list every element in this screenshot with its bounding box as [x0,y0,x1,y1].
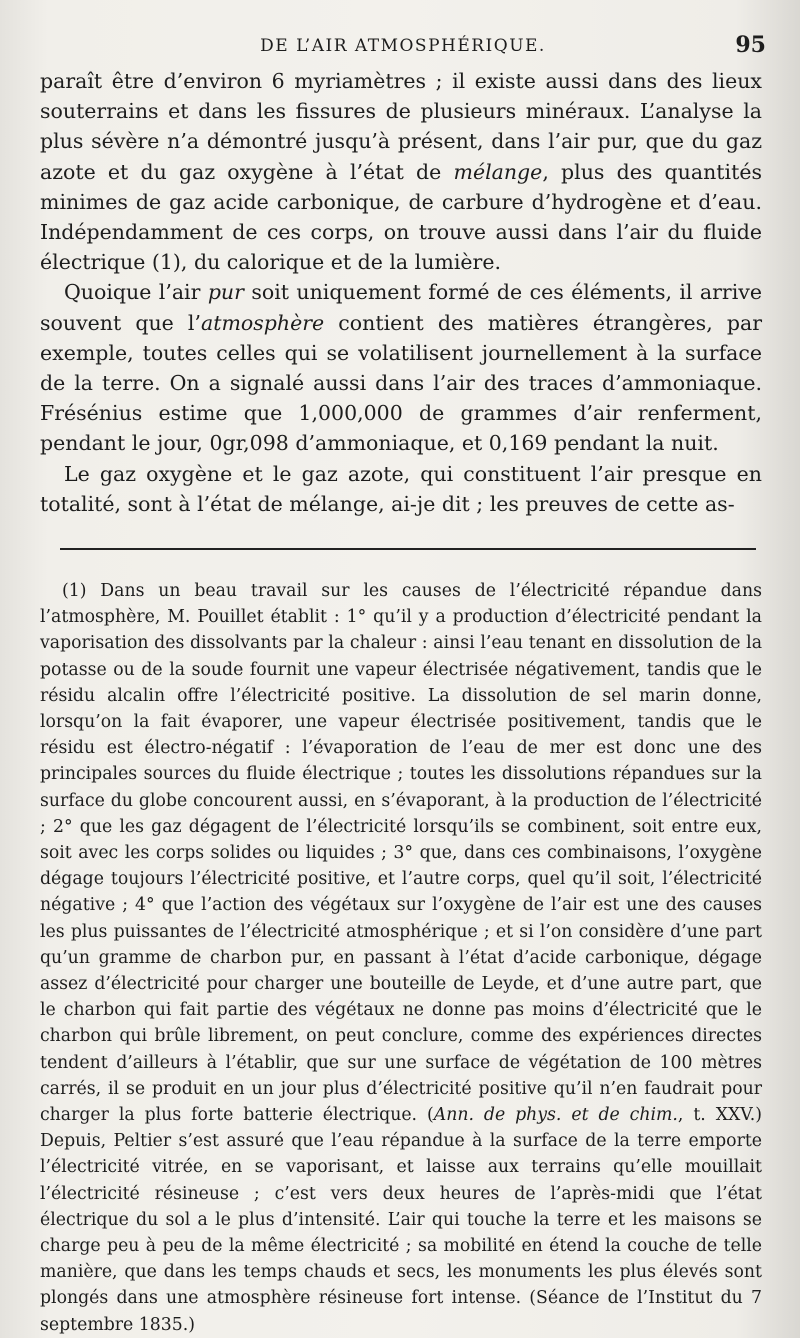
page-number: 95 [735,32,766,58]
paragraph-2-text-b: soit uniquement formé de ces éléments, il arrive souvent que l’ [40,280,762,335]
paragraph-2-italic-atmosphere: atmosphère [201,310,325,335]
footnote [40,578,762,1338]
paragraph-2-text-a: Quoique l’air [64,280,208,305]
paragraph-1-text-a: paraît être d’environ 6 myriamètres ; il existe aussi dans des lieux souterrains et dans les fissures de plusieurs minéraux. L’analyse la plus sévère n’a démontré jusqu’à présent, dans l’air pur, que du gaz azote et du gaz oxygène à l’état de [40,69,762,184]
footnote-text-a: (1) Dans un beau travail sur les causes de l’électricité répandue dans l’atmosphère, M. Pouillet établit : 1° qu’il y a production d’électricité pendant la vaporisation des dissolvants par la chaleur : ainsi l’eau tenant en dissolution de la potasse ou de la soude fournit une vapeur électrisée négativement, tandis que le résidu alcalin offre l’électricité positive. La dissolution de sel marin donne, lorsqu’on la fait évaporer, une vapeur électrisée positivement, tandis que le résidu est électro-négatif : l’évaporation de l’eau de mer est donc une des principales sources du fluide électrique ; toutes les dissolutions répandues sur la surface du globe concourent aussi, en s’évaporant, à la production de l’électricité ; 2° que les gaz dégagent de l’électricité lorsqu’ils se combinent, soit entre eux, soit avec les corps solides ou liquides ; 3° que, dans ces combinaisons, l’oxygène dégage toujours l’électricité positive, et l’autre corps, quel qu’il soit, l’électricité négative ; 4° que l’action des végétaux sur l’oxygène de l’air est une des causes les plus puissantes de l’électricité atmosphérique ; et si l’on considère d’une part qu’un gramme de charbon pur, en passant à l’état d’acide carbonique, dégage assez d’électricité pour charger une bouteille de Leyde, et d’une autre part, que le charbon qui fait partie des végétaux ne donne pas moins d’électricité que le charbon qui brûle librement, on peut conclure, comme des expériences directes tendent d’ailleurs à l’établir, que sur une surface de végétation de 100 mètres carrés, il se produit en un jour plus d’électricité positive qu’il n’en faudrait pour charger la plus forte batterie électrique. ( [40,581,762,1126]
paragraph-1-text-b: , plus des quantités minimes de gaz acide carbonique, de carbure d’hydrogène et d’eau. Indépendamment de ces corps, on trouve aussi dans l’air du fluide électrique (1), du calorique et de la lumière. [40,159,762,275]
running-head: DE L’AIR ATMOSPHÉRIQUE. [260,36,546,56]
footnote-text-b: , t. XXV.) Depuis, Peltier s’est assuré que l’eau répandue à la surface de la terre emporte l’électricité vitrée, en se vaporisant, et laisse aux terrains qu’elle mouillait l’électricité résineuse ; c’est vers deux heures de l’après-midi que l’état électrique du sol a le plus d’intensité. L’air qui touche la terre et les maisons se charge peu à peu de la même électricité ; sa mobilité en étend la couche de telle manière, que dans les temps chauds et secs, les monuments les plus élevés sont plongés dans une atmosphère résineuse fort intense. (Séance de l’Institut du 7 septembre 1835.) [40,1105,763,1335]
paragraph-2 [40,277,762,458]
footnote-citation: Ann. de phys. et de chim. [433,1105,678,1126]
paragraph-2-italic-pur: pur [207,280,244,305]
main-text [40,66,762,519]
page-header [40,32,766,66]
footnote-divider [60,548,756,550]
paragraph-1-italic: mélange [453,159,543,184]
footnote-paragraph [40,578,762,1338]
paragraph-3: Le gaz oxygène et le gaz azote, qui constituent l’air presque en totalité, sont à l’état de mélange, ai-je dit ; les preuves de cette as- [40,461,762,516]
paragraph-1 [40,66,762,277]
paragraph-2-text-c: contient des matières étrangères, par exemple, toutes celles qui se volatilisent journellement à la surface de la terre. On a signalé aussi dans l’air des traces d’ammoniaque. Frésénius estime que 1,000,000 de grammes d’air renferment, pendant le jour, 0gr,098 d’ammoniaque, et 0,169 pendant la nuit. [40,310,762,456]
